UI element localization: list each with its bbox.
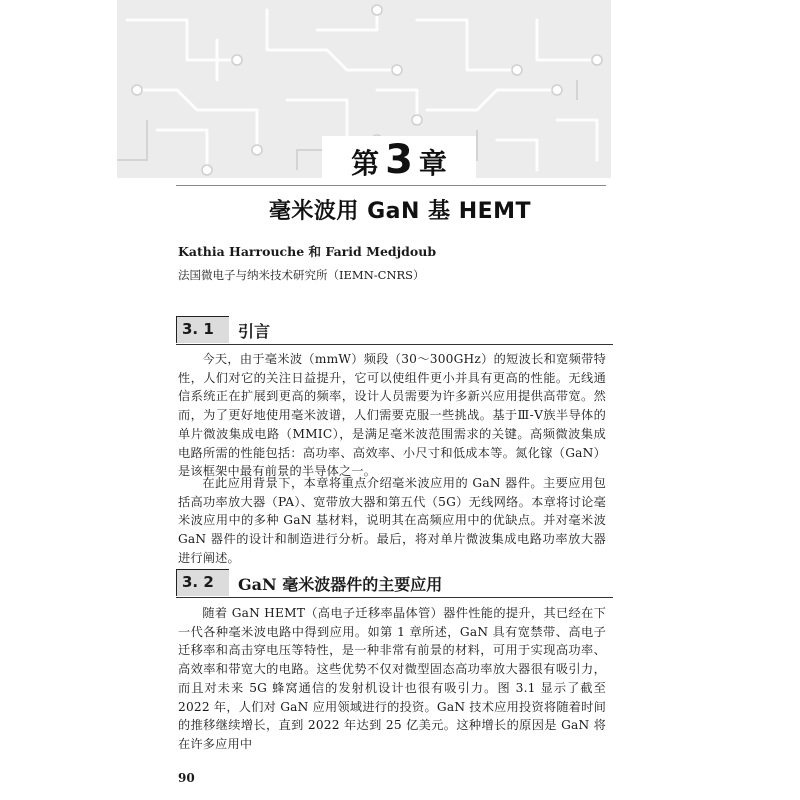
chapter-title: 毫米波用 GaN 基 HEMT (268, 199, 532, 224)
section-title: GaN 毫米波器件的主要应用 (238, 575, 443, 594)
paragraph: 在此应用背景下，本章将重点介绍毫米波应用的 GaN 器件。主要应用包括高功率放大器（PA）、宽带放大器和第五代（5G）无线网络。本章将讨论毫米波应用中的多种 GaN 基材料，说明其在高频应用中的优缺点。并对毫米波 GaN 器件的设计和制造进行分析。最后，将对单片微波集成电路功率放大器进行阐述。 (178, 476, 606, 565)
section-heading-3-2 (176, 569, 613, 598)
title-divider (176, 185, 606, 186)
authors: Kathia Harrouche 和 Farid Medjdoub (178, 244, 437, 259)
page-number: 90 (178, 771, 195, 785)
section-title: 引言 (238, 322, 271, 341)
chapter-suffix: 章 (418, 147, 447, 180)
paragraph: 今天，由于毫米波（mmW）频段（30～300GHz）的短波长和宽频带特性，人们对它的关注日益提升，它可以使组件更小并具有更高的性能。无线通信系统正在扩展到更高的频率，设计人员需要为许多新兴应用提供高带宽。然而，为了更好地使用毫米波谱，人们需要克服一些挑战。基于Ⅲ-Ⅴ族半导体的单片微波集成电路（MMIC），是满足毫米波范围需求的关键。高频微波集成电路所需的性能包括：高功率、高效率、小尺寸和低成本等。氮化镓（GaN）是该框架中最有前景的半导体之一。 (178, 352, 606, 479)
chapter-label (322, 136, 476, 184)
affiliation: 法国微电子与纳米技术研究所（IEMN-CNRS） (178, 268, 425, 282)
chapter-prefix: 第 (351, 147, 380, 180)
section-number: 3. 1 (182, 320, 214, 338)
section-heading-3-1 (176, 316, 613, 345)
paragraph: 随着 GaN HEMT（高电子迁移率晶体管）器件性能的提升，其已经在下一代各种毫米波电路中得到应用。如第 1 章所述，GaN 具有宽禁带、高电子迁移率和高击穿电压等特性，是一种非常有前景的材料，可用于实现高功率、高效率和带宽大的电路。这些优势不仅对微型固态高功率放大器很有吸引力，而且对未来 5G 蜂窝通信的发射机设计也很有吸引力。图 3.1 显示了截至 2022 年，人们对 GaN 应用领域进行的投资。GaN 技术应用投资将随着时间的推移继续增长，直到 2022 年达到 25 亿美元。这种增长的原因是 GaN 将在许多应用中 (178, 606, 606, 751)
section-number: 3. 2 (182, 573, 214, 591)
chapter-number: 3 (385, 137, 413, 183)
